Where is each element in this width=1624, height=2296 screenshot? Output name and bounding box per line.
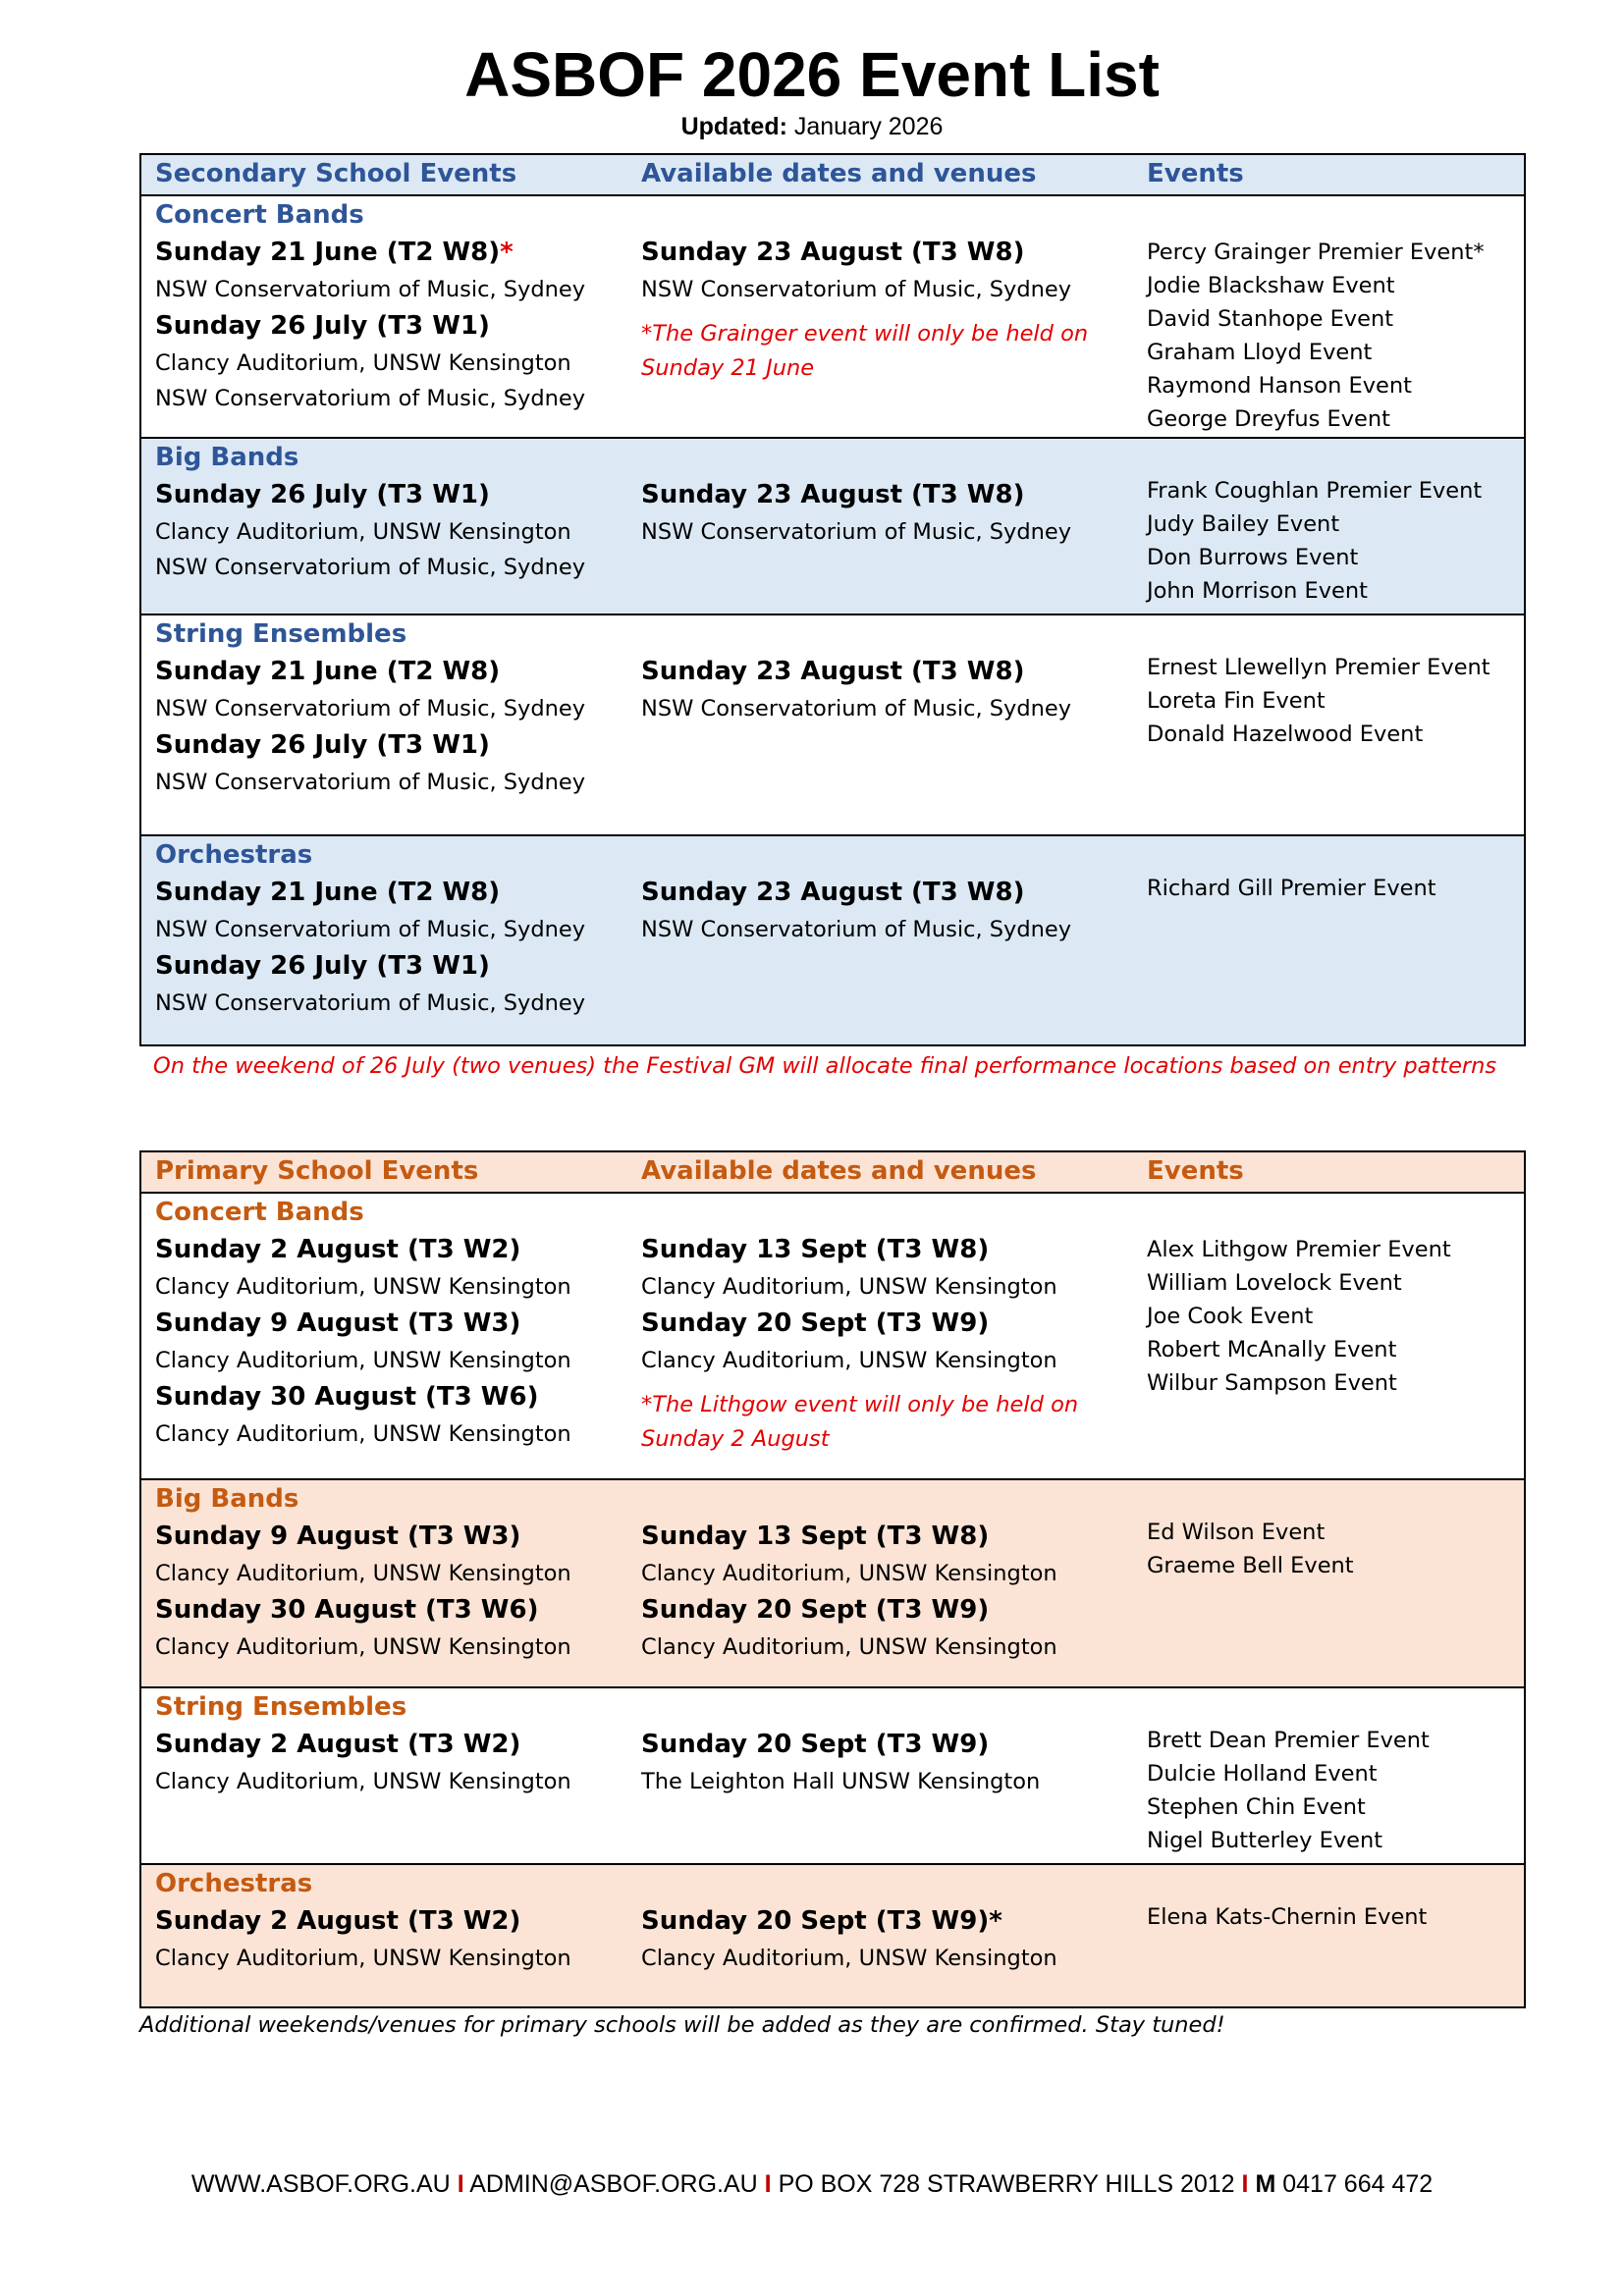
event-name: Percy Grainger Premier Event* <box>1147 240 1485 265</box>
venues-col <box>155 439 626 585</box>
date-heading: Sunday 23 August (T3 W8) <box>641 238 1025 267</box>
event-name: Alex Lithgow Premier Event <box>1147 1237 1451 1262</box>
available-dates-col <box>641 234 1142 386</box>
venue-line: NSW Conservatorium of Music, Sydney <box>155 555 586 580</box>
date-heading: Sunday 9 August (T3 W3) <box>155 1522 521 1551</box>
date-heading: Sunday 23 August (T3 W8) <box>641 480 1025 509</box>
date-heading: Sunday 2 August (T3 W2) <box>155 1235 521 1264</box>
grainger-note: *The Grainger event will only be held on <box>641 321 1089 347</box>
venues-col <box>155 615 626 800</box>
venue-line: Clancy Auditorium, UNSW Kensington <box>155 1421 571 1447</box>
category-title: Big Bands <box>155 1484 299 1514</box>
date-heading: Sunday 26 July (T3 W1) <box>155 951 490 981</box>
event-name: Donald Hazelwood Event <box>1147 721 1424 747</box>
venues-col <box>155 196 626 416</box>
date-heading: Sunday 23 August (T3 W8) <box>641 657 1025 686</box>
venue-line: NSW Conservatorium of Music, Sydney <box>641 696 1072 721</box>
venue-line: The Leighton Hall UNSW Kensington <box>641 1769 1041 1794</box>
available-dates-col <box>641 1902 1142 1976</box>
grainger-note: Sunday 21 June <box>641 355 815 381</box>
category-title: Orchestras <box>155 1869 313 1898</box>
event-name: Raymond Hanson Event <box>1147 373 1412 399</box>
venue-line: NSW Conservatorium of Music, Sydney <box>155 277 586 302</box>
events-col <box>1147 1724 1525 1857</box>
venue-line: NSW Conservatorium of Music, Sydney <box>641 277 1072 302</box>
venue-line: NSW Conservatorium of Music, Sydney <box>155 770 586 795</box>
lithgow-note: Sunday 2 August <box>641 1426 830 1452</box>
secondary-header-col2: Available dates and venues <box>641 159 1037 188</box>
event-name: Jodie Blackshaw Event <box>1147 273 1395 298</box>
events-col <box>1147 651 1525 751</box>
footer-separator: I <box>1241 2170 1249 2198</box>
event-name: Stephen Chin Event <box>1147 1794 1366 1820</box>
event-name: David Stanhope Event <box>1147 306 1394 332</box>
secondary-orchestras-row <box>141 834 1524 1044</box>
category-title: Orchestras <box>155 840 313 870</box>
venue-line: NSW Conservatorium of Music, Sydney <box>155 386 586 411</box>
event-name: Joe Cook Event <box>1147 1304 1314 1329</box>
date-heading: Sunday 20 Sept (T3 W9) <box>641 1308 990 1338</box>
event-name: John Morrison Event <box>1147 578 1368 604</box>
footer-website: WWW.ASBOF.ORG.AU <box>190 2170 451 2198</box>
asterisk-mark: * <box>500 238 514 267</box>
primary-header-col1: Primary School Events <box>155 1156 479 1186</box>
updated-line <box>0 112 1624 141</box>
date-heading: Sunday 2 August (T3 W2) <box>155 1906 521 1936</box>
secondary-string-ensembles-row <box>141 614 1524 834</box>
event-name: Brett Dean Premier Event <box>1147 1728 1430 1753</box>
date-heading: Sunday 26 July (T3 W1) <box>155 311 490 341</box>
document-title: ASBOF 2026 Event List <box>464 39 1160 110</box>
lithgow-note: *The Lithgow event will only be held on <box>641 1392 1079 1417</box>
date-heading: Sunday 2 August (T3 W2) <box>155 1730 521 1759</box>
venue-line: Clancy Auditorium, UNSW Kensington <box>155 519 571 545</box>
event-name: Ed Wilson Event <box>1147 1520 1326 1545</box>
secondary-big-bands-row <box>141 437 1524 614</box>
venues-col <box>155 1865 626 1976</box>
primary-events-table <box>139 1150 1526 2008</box>
event-name: Dulcie Holland Event <box>1147 1761 1378 1787</box>
category-title: Concert Bands <box>155 200 364 230</box>
secondary-events-table <box>139 153 1526 1046</box>
primary-big-bands-row <box>141 1478 1524 1686</box>
date-heading: Sunday 21 June (T2 W8)* <box>155 238 514 267</box>
footer-phone-label: M <box>1255 2170 1276 2198</box>
primary-concert-bands-row <box>141 1192 1524 1478</box>
event-name: Richard Gill Premier Event <box>1147 876 1436 901</box>
date-heading: Sunday 23 August (T3 W8) <box>641 878 1025 907</box>
event-name: Loreta Fin Event <box>1147 688 1326 714</box>
primary-footnote: Additional weekends/venues for primary schools will be added as they are confirmed. Stay tuned! <box>139 2012 1225 2038</box>
available-dates-col <box>641 476 1142 550</box>
events-col <box>1147 474 1525 608</box>
venues-col <box>155 836 626 1021</box>
date-heading: Sunday 20 Sept (T3 W9) <box>641 1595 990 1625</box>
available-dates-col <box>641 653 1142 726</box>
primary-orchestras-row <box>141 1863 1524 2006</box>
venue-line: Clancy Auditorium, UNSW Kensington <box>641 1274 1057 1300</box>
secondary-header-col3: Events <box>1147 159 1244 188</box>
venue-line: NSW Conservatorium of Music, Sydney <box>155 917 586 942</box>
events-col <box>1147 236 1525 436</box>
secondary-header-row <box>141 155 1524 194</box>
events-col <box>1147 872 1525 905</box>
date-heading: Sunday 20 Sept (T3 W9) <box>641 1730 990 1759</box>
date-heading: Sunday 21 June (T2 W8) <box>155 657 501 686</box>
event-name: Wilbur Sampson Event <box>1147 1370 1397 1396</box>
available-dates-col <box>641 874 1142 947</box>
updated-label: Updated: <box>680 113 787 140</box>
venue-line: Clancy Auditorium, UNSW Kensington <box>155 1634 571 1660</box>
venue-line: Clancy Auditorium, UNSW Kensington <box>155 1769 571 1794</box>
venue-line: Clancy Auditorium, UNSW Kensington <box>155 1561 571 1586</box>
category-title: Concert Bands <box>155 1198 364 1227</box>
event-name: Robert McAnally Event <box>1147 1337 1397 1362</box>
event-name: Graham Lloyd Event <box>1147 340 1373 365</box>
venues-col <box>155 1194 626 1452</box>
category-title: String Ensembles <box>155 619 407 649</box>
venue-line: NSW Conservatorium of Music, Sydney <box>155 990 586 1016</box>
events-col <box>1147 1516 1525 1582</box>
venue-line: Clancy Auditorium, UNSW Kensington <box>155 1946 571 1971</box>
category-title: Big Bands <box>155 443 299 472</box>
venues-col <box>155 1688 626 1799</box>
footer-email: ADMIN@ASBOF.ORG.AU <box>469 2170 758 2198</box>
event-name: Nigel Butterley Event <box>1147 1828 1383 1853</box>
available-dates-col <box>641 1518 1142 1665</box>
primary-header-col3: Events <box>1147 1156 1244 1186</box>
venue-line: Clancy Auditorium, UNSW Kensington <box>155 1348 571 1373</box>
event-name: Elena Kats-Chernin Event <box>1147 1904 1428 1930</box>
date-heading: Sunday 9 August (T3 W3) <box>155 1308 521 1338</box>
date-heading: Sunday 30 August (T3 W6) <box>155 1595 539 1625</box>
primary-header-row <box>141 1152 1524 1192</box>
event-name: Judy Bailey Event <box>1147 511 1340 537</box>
primary-string-ensembles-row <box>141 1686 1524 1863</box>
date-heading: Sunday 13 Sept (T3 W8) <box>641 1522 990 1551</box>
event-name: William Lovelock Event <box>1147 1270 1402 1296</box>
venue-line: Clancy Auditorium, UNSW Kensington <box>155 1274 571 1300</box>
category-title: String Ensembles <box>155 1692 407 1722</box>
secondary-footnote: On the weekend of 26 July (two venues) the Festival GM will allocate final performance locations based on entry patterns <box>153 1053 1497 1079</box>
venue-line: Clancy Auditorium, UNSW Kensington <box>641 1348 1057 1373</box>
date-heading: Sunday 30 August (T3 W6) <box>155 1382 539 1412</box>
event-name: Ernest Llewellyn Premier Event <box>1147 655 1490 680</box>
secondary-concert-bands-row <box>141 194 1524 437</box>
date-heading: Sunday 26 July (T3 W1) <box>155 480 490 509</box>
venue-line: Clancy Auditorium, UNSW Kensington <box>641 1946 1057 1971</box>
updated-value: January 2026 <box>793 113 944 140</box>
venue-line: NSW Conservatorium of Music, Sydney <box>155 696 586 721</box>
footer-separator: I <box>457 2170 464 2198</box>
venue-line: Clancy Auditorium, UNSW Kensington <box>155 350 571 376</box>
event-name: George Dreyfus Event <box>1147 406 1390 432</box>
date-heading: Sunday 13 Sept (T3 W8) <box>641 1235 990 1264</box>
date-heading: Sunday 26 July (T3 W1) <box>155 730 490 760</box>
footer-po-box: PO BOX 728 STRAWBERRY HILLS 2012 <box>778 2170 1235 2198</box>
event-name: Graeme Bell Event <box>1147 1553 1354 1578</box>
events-col <box>1147 1233 1525 1400</box>
footer-separator: I <box>764 2170 772 2198</box>
footer-phone: 0417 664 472 <box>1282 2170 1434 2198</box>
date-heading: Sunday 20 Sept (T3 W9)* <box>641 1906 1002 1936</box>
venue-line: NSW Conservatorium of Music, Sydney <box>641 917 1072 942</box>
date-heading: Sunday 21 June (T2 W8) <box>155 878 501 907</box>
venues-col <box>155 1480 626 1665</box>
event-name: Don Burrows Event <box>1147 545 1359 570</box>
page-footer <box>0 2169 1624 2199</box>
venue-line: Clancy Auditorium, UNSW Kensington <box>641 1561 1057 1586</box>
events-col <box>1147 1900 1525 1934</box>
primary-header-col2: Available dates and venues <box>641 1156 1037 1186</box>
event-name: Frank Coughlan Premier Event <box>1147 478 1483 504</box>
venue-line: Clancy Auditorium, UNSW Kensington <box>641 1634 1057 1660</box>
venue-line: NSW Conservatorium of Music, Sydney <box>641 519 1072 545</box>
secondary-header-col1: Secondary School Events <box>155 159 517 188</box>
available-dates-col <box>641 1231 1142 1457</box>
available-dates-col <box>641 1726 1142 1799</box>
